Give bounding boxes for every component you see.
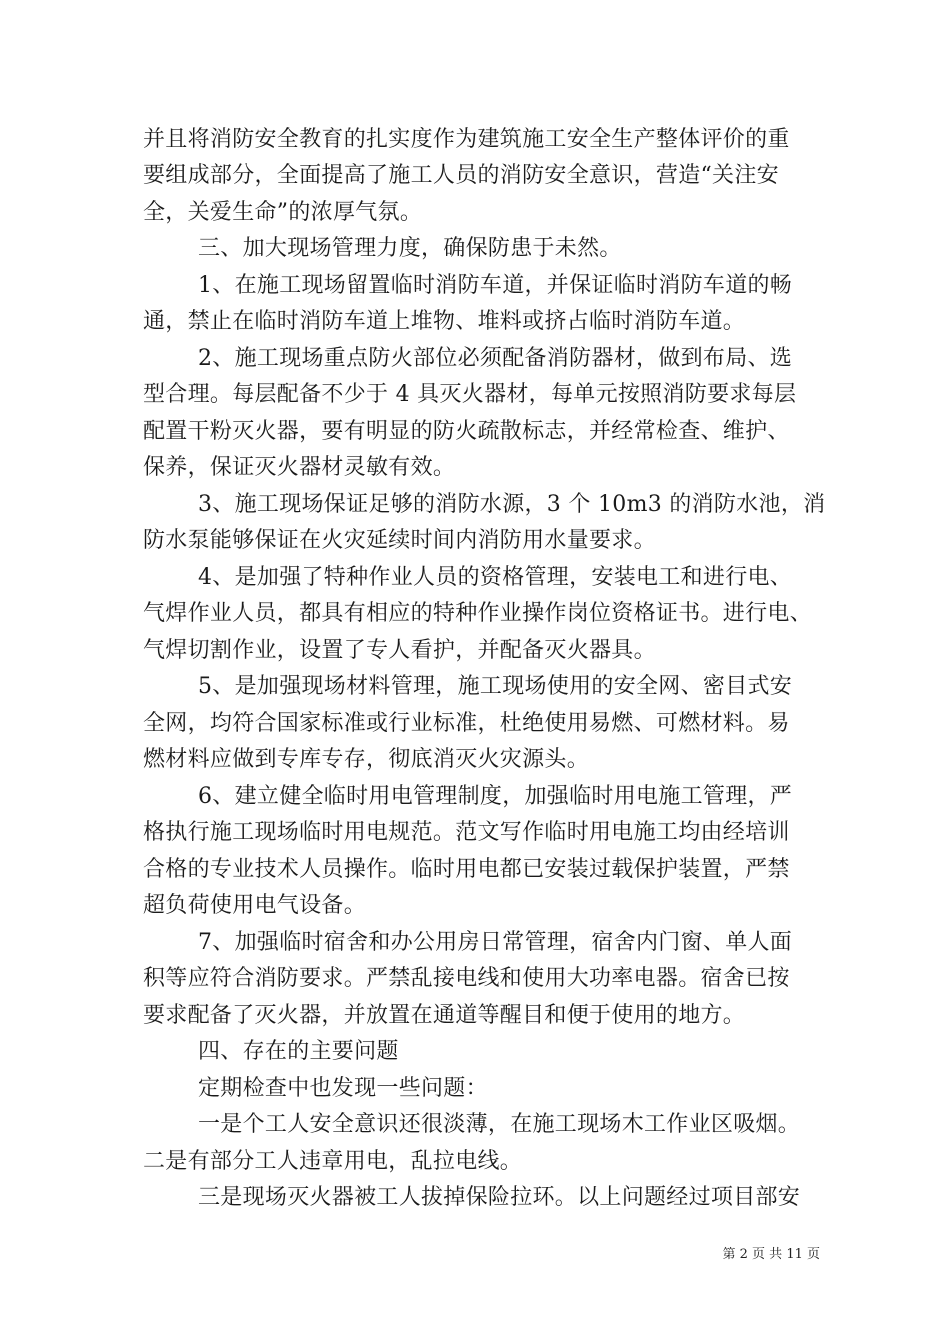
text-line: 2、施工现场重点防火部位必须配备消防器材，做到布局、选	[198, 346, 793, 371]
text-line: 要组成部分，全面提高了施工人员的消防安全意识，营造“关注安	[143, 163, 779, 188]
text-line: 二是有部分工人违章用电，乱拉电线。	[143, 1149, 523, 1174]
text-line: 超负荷使用电气设备。	[143, 893, 367, 918]
text-line: 型合理。每层配备不少于 4 具灭火器材，每单元按照消防要求每层	[143, 382, 797, 407]
text-line: 7、加强临时宿舍和办公用房日常管理，宿舍内门窗、单人面	[198, 930, 793, 955]
text-line: 配置干粉灭火器，要有明显的防火疏散标志，并经常检查、维护、	[143, 419, 790, 444]
section-heading: 三、加大现场管理力度，确保防患于未然。	[198, 236, 622, 261]
text-line: 气焊切割作业，设置了专人看护，并配备灭火器具。	[143, 638, 656, 663]
text-line: 6、建立健全临时用电管理制度，加强临时用电施工管理，严	[198, 784, 793, 809]
text-line: 保养，保证灭火器材灵敏有效。	[143, 455, 456, 480]
text-line: 要求配备了灭火器，并放置在通道等醒目和便于使用的地方。	[143, 1003, 746, 1028]
text-line: 全，关爱生命”的浓厚气氛。	[143, 200, 423, 225]
text-line: 气焊作业人员，都具有相应的特种作业操作岗位资格证书。进行电、	[143, 601, 813, 626]
text-line: 并且将消防安全教育的扎实度作为建筑施工安全生产整体评价的重	[143, 127, 790, 152]
text-line: 3、施工现场保证足够的消防水源，3 个 10m3 的消防水池，消	[198, 492, 826, 517]
text-line: 1、在施工现场留置临时消防车道，并保证临时消防车道的畅	[198, 273, 793, 298]
text-line: 全网，均符合国家标准或行业标准，杜绝使用易燃、可燃材料。易	[143, 711, 790, 736]
text-line: 4、是加强了特种作业人员的资格管理，安装电工和进行电、	[198, 565, 793, 590]
text-line: 定期检查中也发现一些问题：	[198, 1076, 488, 1101]
page-number: 第 2 页 共 11 页	[722, 1247, 820, 1262]
text-line: 合格的专业技术人员操作。临时用电都已安装过载保护装置，严禁	[143, 857, 790, 882]
section-heading: 四、存在的主要问题	[198, 1039, 399, 1064]
text-line: 5、是加强现场材料管理，施工现场使用的安全网、密目式安	[198, 674, 793, 699]
text-line: 防水泵能够保证在火灾延续时间内消防用水量要求。	[143, 528, 656, 553]
text-line: 积等应符合消防要求。严禁乱接电线和使用大功率电器。宿舍已按	[143, 966, 790, 991]
text-line: 燃材料应做到专库专存，彻底消灭火灾源头。	[143, 747, 590, 772]
text-line: 格执行施工现场临时用电规范。范文写作临时用电施工均由经培训	[143, 820, 790, 845]
text-line: 一是个工人安全意识还很淡薄，在施工现场木工作业区吸烟。	[198, 1112, 801, 1137]
text-line: 通，禁止在临时消防车道上堆物、堆料或挤占临时消防车道。	[143, 309, 746, 334]
text-line: 三是现场灭火器被工人拔掉保险拉环。以上问题经过项目部安	[198, 1185, 801, 1210]
